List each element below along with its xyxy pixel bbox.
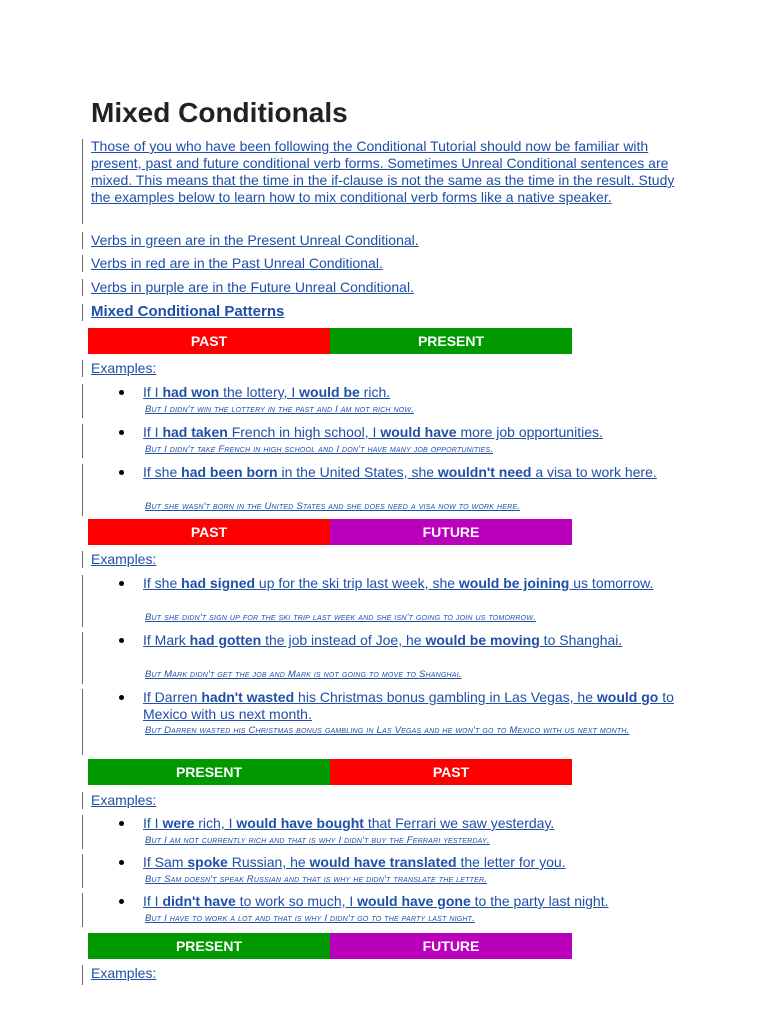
note-red-verbs[interactable]: Verbs in red are in the Past Unreal Conditional. <box>91 255 383 271</box>
example-explanation[interactable]: But I am not currently rich and that is why I didn't buy the Ferrari yesterday. <box>145 835 490 846</box>
examples-label[interactable]: Examples: <box>91 360 157 376</box>
example-sentence[interactable]: If I didn't have to work so much, I would have gone to the party last night. <box>143 893 683 910</box>
bullet-icon <box>119 430 124 435</box>
band-cell-past: PAST <box>330 759 572 785</box>
example-sentence[interactable]: If I had taken French in high school, I would have more job opportunities. <box>143 424 683 441</box>
pattern-band-present-past <box>88 759 572 785</box>
example-explanation[interactable]: But I didn't take French in high school and I don't have many job opportunities. <box>145 444 494 455</box>
example-explanation[interactable]: But I didn't win the lottery in the past and I am not rich now. <box>145 404 415 415</box>
pattern-band-past-present <box>88 328 572 354</box>
pattern-band-present-future <box>88 933 572 959</box>
bullet-icon <box>119 860 124 865</box>
bullet-icon <box>119 390 124 395</box>
band-cell-past: PAST <box>88 519 330 545</box>
example-sentence[interactable]: If Mark had gotten the job instead of Joe, he would be moving to Shanghai. <box>143 632 683 649</box>
change-bar <box>82 632 83 684</box>
change-bar <box>82 815 83 849</box>
example-sentence[interactable]: If Darren hadn't wasted his Christmas bonus gambling in Las Vegas, he would go to Mexico with us next month. <box>143 689 683 723</box>
page-title: Mixed Conditionals <box>91 97 348 128</box>
band-cell-future: FUTURE <box>330 519 572 545</box>
examples-label[interactable]: Examples: <box>91 965 157 981</box>
change-bar <box>82 893 83 927</box>
change-bar <box>82 384 83 418</box>
change-bar <box>82 232 83 249</box>
example-sentence[interactable]: If I were rich, I would have bought that Ferrari we saw yesterday. <box>143 815 683 832</box>
example-sentence[interactable]: If she had signed up for the ski trip last week, she would be joining us tomorrow. <box>143 575 683 592</box>
example-explanation[interactable]: But I have to work a lot and that is why I didn't go to the party last night. <box>145 913 475 924</box>
change-bar <box>82 854 83 888</box>
pattern-band-past-future <box>88 519 572 545</box>
band-cell-present: PRESENT <box>330 328 572 354</box>
change-bar <box>82 255 83 272</box>
patterns-heading[interactable]: Mixed Conditional Patterns <box>91 303 285 320</box>
bullet-icon <box>119 899 124 904</box>
change-bar <box>82 304 83 321</box>
bullet-icon <box>119 695 124 700</box>
example-sentence[interactable]: If I had won the lottery, I would be rich. <box>143 384 683 401</box>
example-explanation[interactable]: But she didn't sign up for the ski trip last week and she isn't going to join us tomorrow. <box>145 612 536 623</box>
bullet-icon <box>119 638 124 643</box>
bullet-icon <box>119 470 124 475</box>
example-sentence[interactable]: If Sam spoke Russian, he would have translated the letter for you. <box>143 854 683 871</box>
change-bar <box>82 551 83 568</box>
bullet-icon <box>119 821 124 826</box>
band-cell-present: PRESENT <box>88 933 330 959</box>
example-explanation[interactable]: But she wasn't born in the United States and she does need a visa now to work here. <box>145 501 521 512</box>
note-purple-verbs[interactable]: Verbs in purple are in the Future Unreal Conditional. <box>91 279 414 295</box>
band-cell-present: PRESENT <box>88 759 330 785</box>
example-explanation[interactable]: But Darren wasted his Christmas bonus gambling in Las Vegas and he won't go to Mexico with us next month. <box>145 725 630 736</box>
bullet-icon <box>119 581 124 586</box>
change-bar <box>82 792 83 809</box>
band-cell-future: FUTURE <box>330 933 572 959</box>
examples-label[interactable]: Examples: <box>91 551 157 567</box>
note-green-verbs[interactable]: Verbs in green are in the Present Unreal Conditional. <box>91 232 419 248</box>
example-sentence[interactable]: If she had been born in the United States, she wouldn't need a visa to work here. <box>143 464 683 481</box>
change-bar <box>82 464 83 516</box>
change-bar <box>82 279 83 296</box>
change-bar <box>82 424 83 458</box>
intro-paragraph[interactable]: Those of you who have been following the Conditional Tutorial should now be familiar with present, past and future conditional verb forms. Sometimes Unreal Conditional sentences are mixed. This means that the time in the if-clause is not the same as the time in the result. Study the examples below to learn how to mix conditional verb forms like a native speaker. <box>91 138 675 205</box>
examples-label[interactable]: Examples: <box>91 792 157 808</box>
change-bar <box>82 689 83 755</box>
band-cell-past: PAST <box>88 328 330 354</box>
change-bar <box>82 360 83 377</box>
example-explanation[interactable]: But Mark didn't get the job and Mark is not going to move to Shanghai. <box>145 669 462 680</box>
change-bar <box>82 139 83 224</box>
change-bar <box>82 965 83 985</box>
example-explanation[interactable]: But Sam doesn't speak Russian and that is why he didn't translate the letter. <box>145 874 488 885</box>
change-bar <box>82 575 83 627</box>
